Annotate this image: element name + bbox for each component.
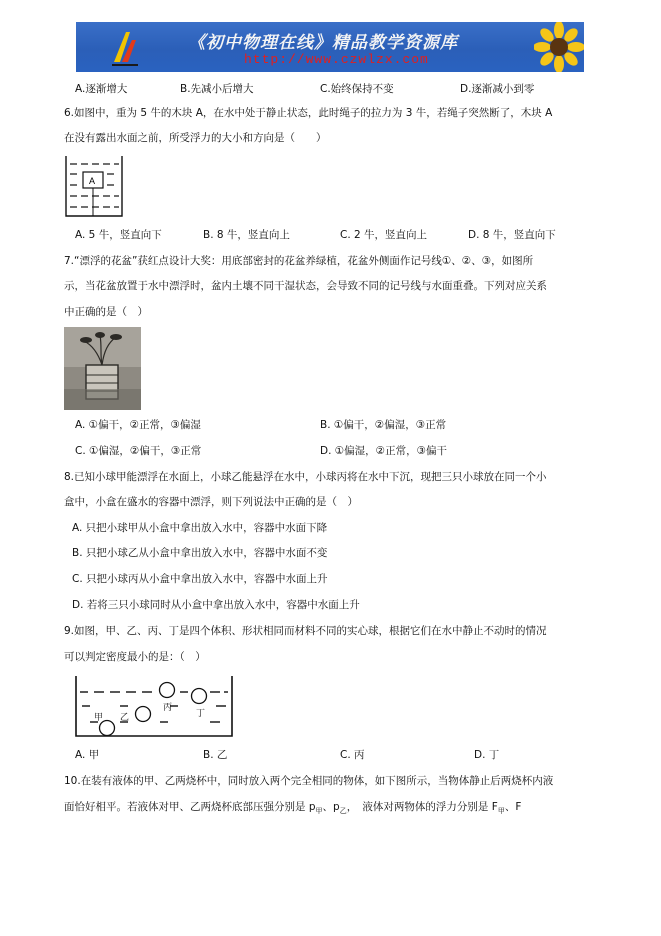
q9-figure-container [70, 674, 238, 740]
q5-option-b: B.先减小后增大 [180, 83, 254, 95]
q8-option-a: A. 只把小球甲从小盒中拿出放入水中，容器中水面下降 [72, 522, 328, 534]
q9-option-b: B. 乙 [203, 749, 228, 761]
q9-stem-line2: 可以判定密度最小的是：（ ） [64, 651, 206, 663]
q10-text-a: 面恰好相平。若液体对甲、乙两烧杯底部压强分别是 p [64, 801, 316, 813]
q9-option-c: C. 丙 [340, 749, 365, 761]
ball-bing [160, 683, 175, 698]
label-jia: 甲 [94, 713, 104, 723]
q6-option-b: B. 8 牛，竖直向上 [203, 229, 290, 241]
q10-sub-jia: 甲 [315, 807, 323, 816]
q8-option-c: C. 只把小球丙从小盒中拿出放入水中，容器中水面上升 [72, 573, 328, 585]
q6-figure-container [64, 154, 124, 218]
q7-flowerpot-photo [64, 327, 141, 410]
ball-ding [192, 689, 207, 704]
q7-option-c: C. ①偏湿，②偏干，③正常 [75, 445, 202, 457]
q5-option-a: A.逐渐增大 [75, 83, 128, 95]
q10-sub-yi: 乙 [339, 807, 347, 816]
q7-option-a: A. ①偏干，②正常，③偏湿 [75, 419, 201, 431]
q10-sub-jia2: 甲 [497, 807, 505, 816]
q6-option-a: A. 5 牛，竖直向下 [75, 229, 162, 241]
q10-sep: 、p [322, 801, 340, 813]
label-yi: 乙 [120, 713, 130, 723]
sunflower-icon [534, 22, 584, 72]
q5-option-c: C.始终保持不变 [320, 83, 394, 95]
ball-yi [136, 707, 151, 722]
q9-option-d: D. 丁 [474, 749, 500, 761]
q6-stem-line1: 6.如图中，重为 5 牛的木块 A，在水中处于静止状态，此时绳子的拉力为 3 牛，若绳子突然断了，木块 A [64, 107, 553, 119]
q8-option-d: D. 若将三只小球同时从小盒中拿出放入水中，容器中水面上升 [72, 599, 360, 611]
q10-stem-line1: 10.在装有液体的甲、乙两烧杯中，同时放入两个完全相同的物体，如下图所示，当物体静止后两烧杯内液 [64, 775, 554, 787]
q7-option-d: D. ①偏湿，②正常，③偏干 [320, 445, 447, 457]
q9-stem-line1: 9.如图，甲、乙、丙、丁是四个体积、形状相同而材料不同的实心球，根据它们在水中静止不动时的情况 [64, 625, 547, 637]
logo-icon [110, 28, 140, 66]
banner-url: http://www.czwlzx.com [244, 52, 429, 67]
q8-option-b: B. 只把小球乙从小盒中拿出放入水中，容器中水面不变 [72, 547, 328, 559]
label-ding: 丁 [196, 709, 206, 719]
q10-stem-line2 [64, 800, 521, 818]
q9-option-a: A. 甲 [75, 749, 100, 761]
banner-title: 《初中物理在线》精品教学资源库 [188, 33, 458, 53]
label-bing: 丙 [163, 703, 173, 713]
q6-option-d: D. 8 牛，竖直向下 [468, 229, 556, 241]
q7-stem-line3: 中正确的是（ ） [64, 306, 148, 318]
q6-stem-line2: 在没有露出水面之前，所受浮力的大小和方向是（ ） [64, 132, 327, 144]
q8-stem-line2: 盒中，小盒在盛水的容器中漂浮，则下列说法中正确的是（ ） [64, 496, 358, 508]
q5-option-d: D.逐渐减小到零 [460, 83, 535, 95]
q7-stem-line1: 7.“漂浮的花盆”获红点设计大奖：用底部密封的花盆养绿植，花盆外侧面作记号线①、②、③，如图所 [64, 255, 534, 267]
block-a-label: A [89, 176, 96, 186]
q7-stem-line2: 示，当花盆放置于水中漂浮时，盆内土壤不同干湿状态，会导致不同的记号线与水面重叠。下列对应关系 [64, 280, 547, 292]
q7-option-b: B. ①偏干，②偏湿，③正常 [320, 419, 447, 431]
q10-text-b: ， 液体对两物体的浮力分别是 F [346, 801, 498, 813]
q8-stem-line1: 8.已知小球甲能漂浮在水面上，小球乙能悬浮在水中，小球丙将在水中下沉，现把三只小球放在同一个小 [64, 471, 547, 483]
q10-text-c: 、F [504, 801, 522, 813]
header-banner [76, 22, 584, 72]
q6-option-c: C. 2 牛，竖直向上 [340, 229, 428, 241]
